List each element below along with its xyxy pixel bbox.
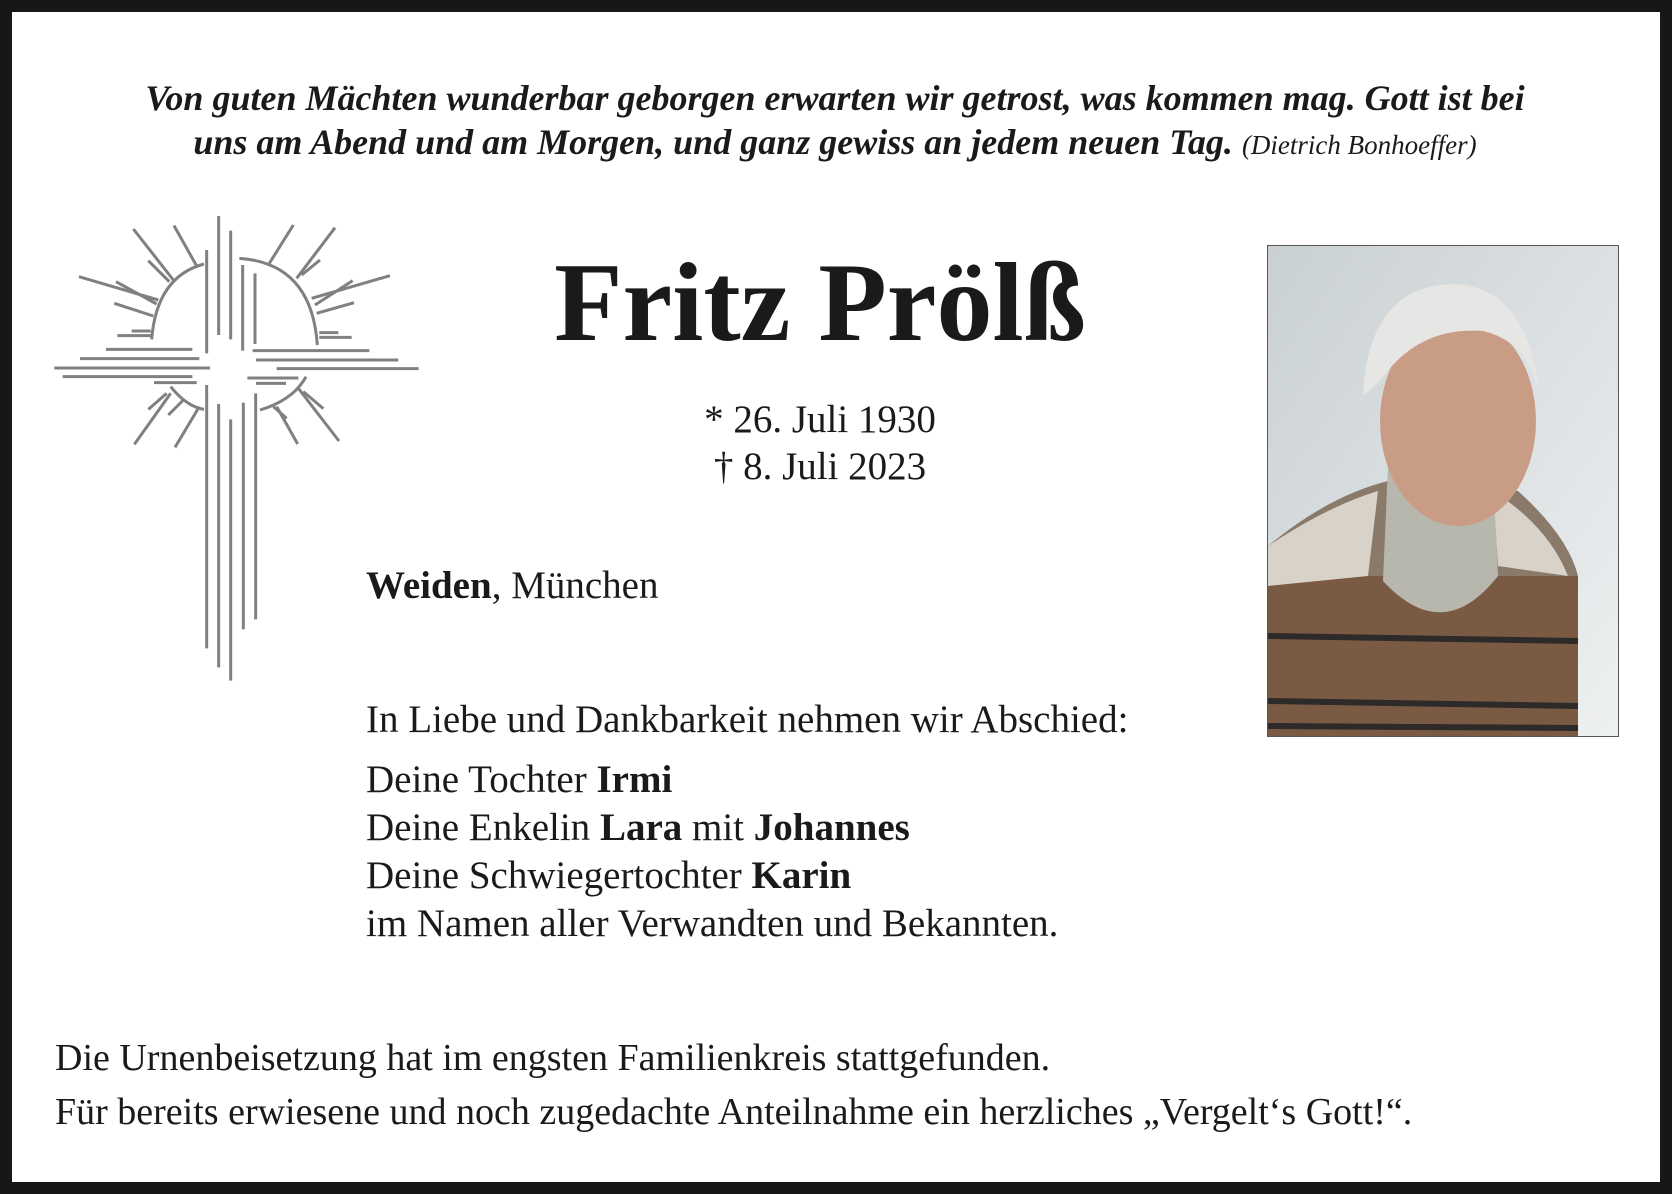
life-dates: [620, 396, 1020, 490]
mourner-name: Johannes: [753, 806, 910, 849]
place: [366, 562, 659, 610]
mourners-intro: In Liebe und Dankbarkeit nehmen wir Abschied:: [366, 698, 1129, 741]
bible-quote: [40, 76, 1630, 167]
portrait-photo: [1267, 245, 1619, 737]
mourner-name: Karin: [751, 854, 852, 897]
mourner-name: Irmi: [596, 758, 673, 801]
mourner-line: [366, 852, 851, 900]
cross-sun-icon: [0, 180, 450, 730]
mourner-line: [366, 804, 910, 852]
mourner-name: Lara: [599, 806, 683, 849]
quote-attribution: (Dietrich Bonhoeffer): [1241, 130, 1477, 160]
mourner-connector: mit: [682, 806, 754, 849]
death-date: † 8. Juli 2023: [713, 445, 927, 488]
mourner-line: [366, 756, 672, 804]
birth-date: * 26. Juli 1930: [704, 398, 936, 441]
mourners-closing: im Namen aller Verwandten und Bekannten.: [366, 902, 1059, 945]
place-rest: , München: [491, 564, 659, 607]
footer-line-2: Für bereits erwiesene und noch zugedachte Anteilnahme ein herzliches „Vergelt‘s Gott!“.: [55, 1091, 1413, 1133]
mourner-relation: Deine Schwiegertochter: [366, 854, 752, 897]
deceased-name: Fritz Prölß: [554, 241, 1086, 365]
quote-line-2: uns am Abend und am Morgen, und ganz gewiss an jedem neuen Tag.: [193, 122, 1233, 162]
footer-line-1: Die Urnenbeisetzung hat im engsten Familienkreis stattgefunden.: [55, 1037, 1051, 1079]
mourner-relation: Deine Enkelin: [366, 806, 600, 849]
place-bold: Weiden: [366, 564, 492, 607]
quote-line-1: Von guten Mächten wunderbar geborgen erwarten wir getrost, was kommen mag. Gott ist bei: [145, 78, 1525, 118]
mourner-relation: Deine Tochter: [366, 758, 597, 801]
